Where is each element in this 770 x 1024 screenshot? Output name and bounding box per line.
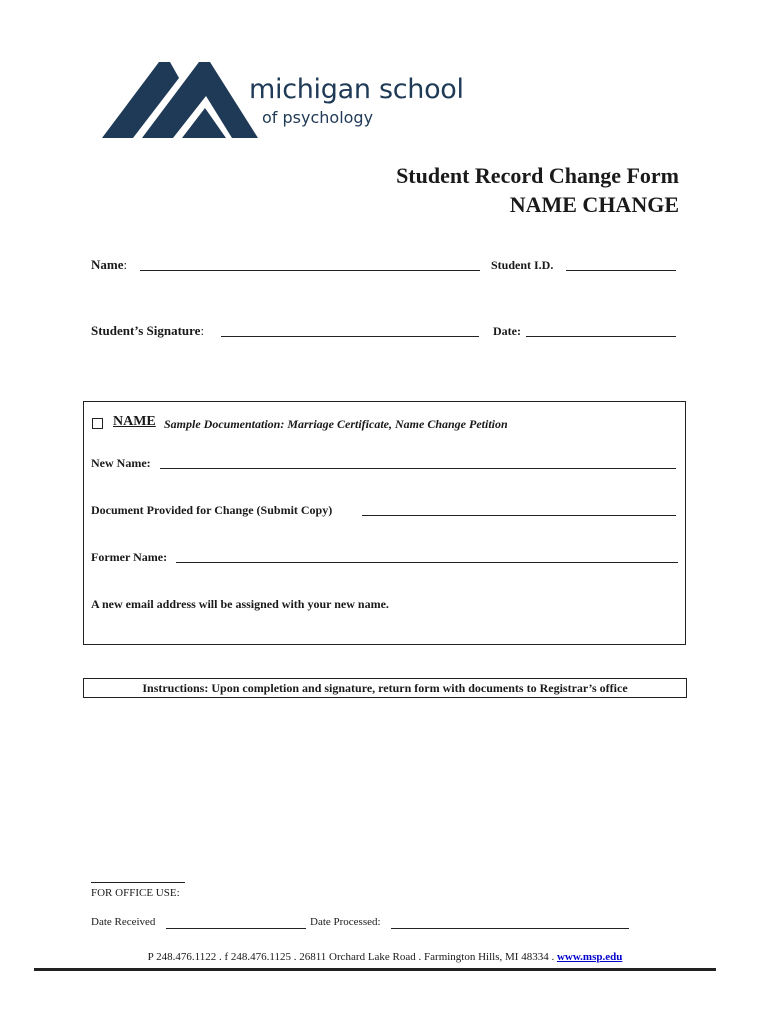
email-note: A new email address will be assigned with your new name.: [91, 597, 389, 611]
footer-contact-text: P 248.476.1122 . f 248.476.1125 . 26811 Orchard Lake Road . Farmington Hills, MI 48334 .: [147, 951, 557, 963]
office-divider: [91, 882, 185, 883]
instructions-text: Instructions: Upon completion and signature, return form with documents to Registrar’s office: [142, 681, 628, 695]
form-title: Student Record Change Form: [396, 163, 679, 188]
new-name-label: New Name:: [91, 456, 151, 470]
name-checkbox[interactable]: [92, 418, 103, 429]
former-name-field[interactable]: [176, 562, 678, 563]
date-label: Date:: [493, 324, 521, 338]
logo-wordmark-line2: of psychology: [262, 108, 374, 127]
signature-label: Student’s Signature:: [91, 323, 205, 338]
date-field[interactable]: [526, 336, 676, 337]
logo-wordmark-line1: michigan school: [249, 74, 464, 105]
date-received-field[interactable]: [166, 928, 306, 929]
former-name-label: Former Name:: [91, 550, 168, 564]
date-received-label: Date Received: [91, 916, 156, 928]
document-provided-field[interactable]: [362, 515, 676, 516]
date-processed-field[interactable]: [391, 928, 629, 929]
name-label: Name:: [91, 257, 128, 272]
website-link[interactable]: www.msp.edu: [556, 951, 623, 963]
signature-field[interactable]: [221, 336, 479, 337]
name-section-heading: NAME: [113, 414, 156, 429]
date-processed-label: Date Processed:: [310, 916, 381, 928]
footer-contact: [0, 951, 770, 963]
student-id-field[interactable]: [566, 270, 676, 271]
name-field[interactable]: [140, 270, 480, 271]
student-id-label: Student I.D.: [491, 258, 554, 272]
new-name-field[interactable]: [160, 468, 676, 469]
office-use-heading: FOR OFFICE USE:: [91, 887, 180, 899]
document-provided-label: Document Provided for Change (Submit Copy): [91, 503, 333, 517]
form-subtitle: NAME CHANGE: [509, 192, 679, 217]
footer-rule: [34, 968, 716, 971]
school-logo-icon: [102, 60, 258, 140]
sample-documentation-text: Sample Documentation: Marriage Certificate, Name Change Petition: [164, 417, 508, 431]
